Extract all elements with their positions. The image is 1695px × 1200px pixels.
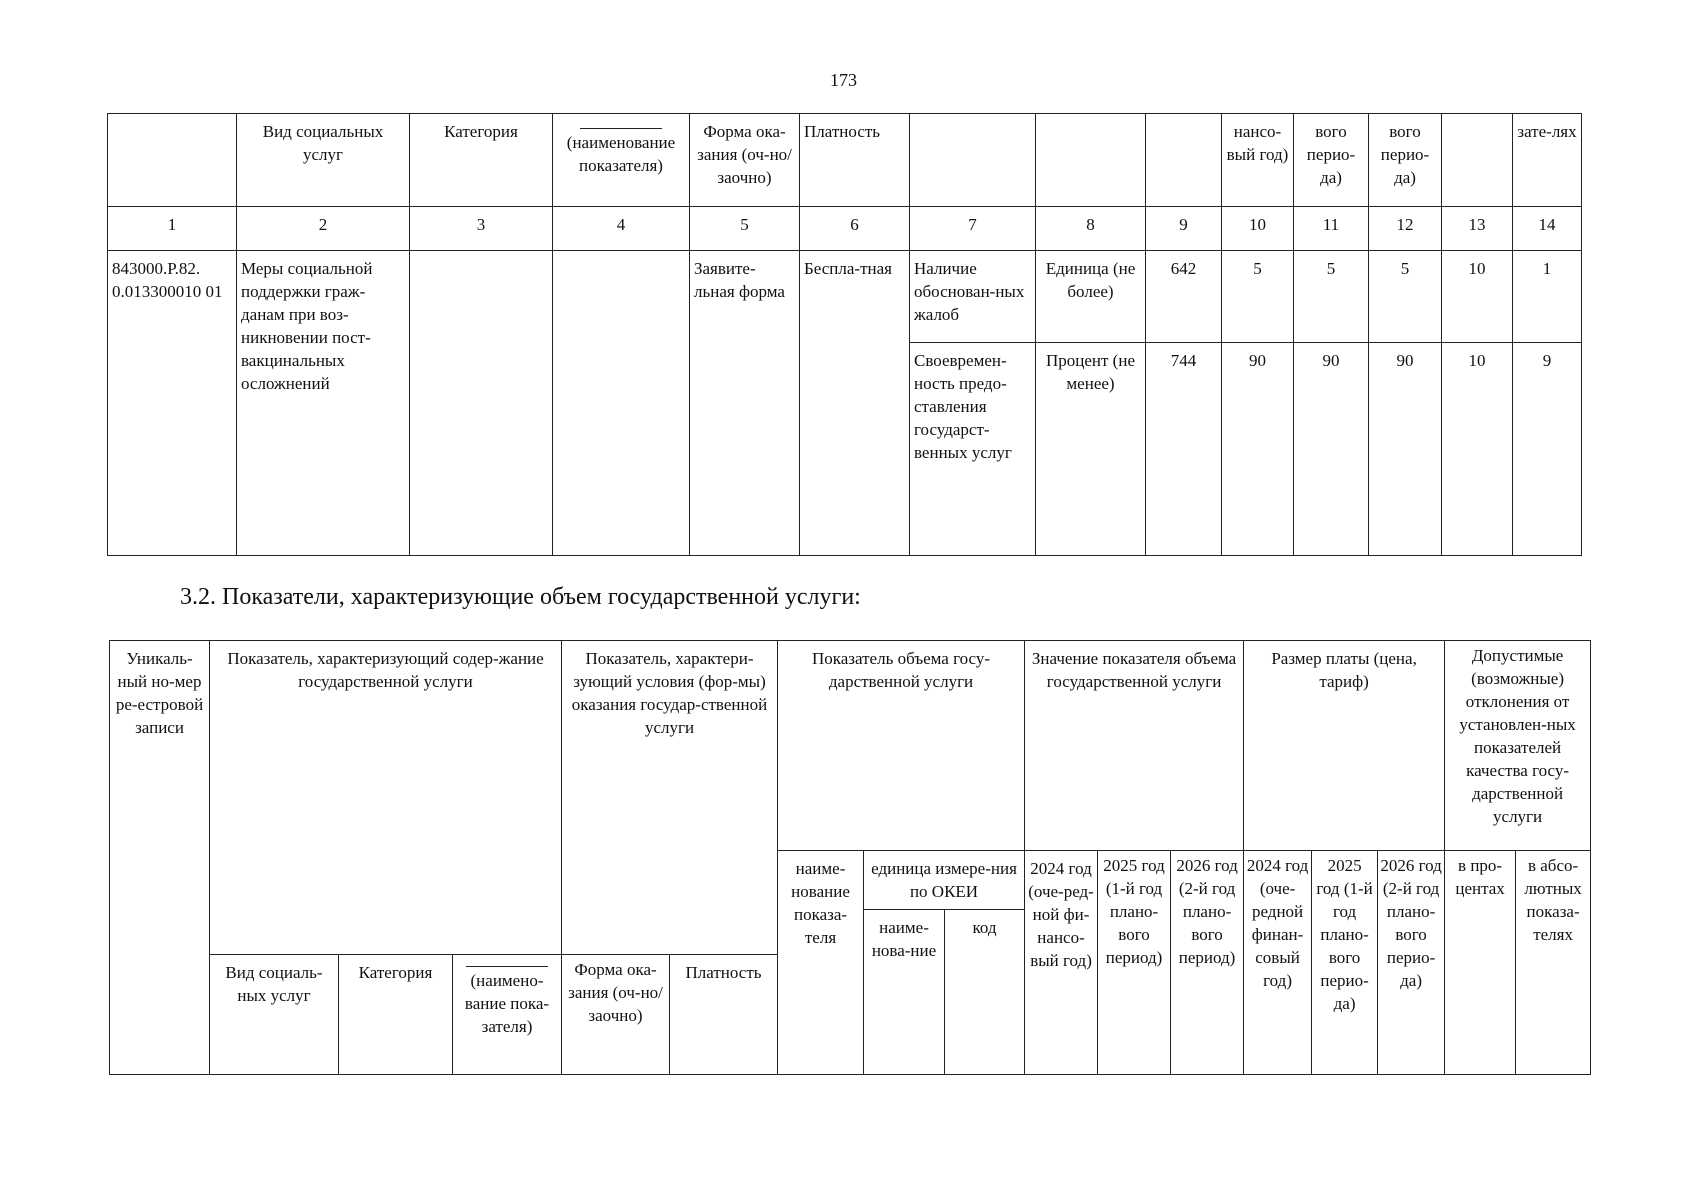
column-number: 12 (1369, 207, 1442, 251)
section-heading: 3.2. Показатели, характеризующие объем государственной услуги: (180, 584, 861, 610)
column-number: 13 (1442, 207, 1513, 251)
header-cell (910, 114, 1036, 207)
value-2026-header: 2026 год (2-й год плано-вого период) (1171, 851, 1244, 1075)
record-id: 843000.Р.82. 0.013300010 01 (108, 251, 237, 556)
column-number-row (108, 207, 1582, 251)
page-number: 173 (830, 70, 857, 90)
fee-2025-header: 2025 год (1-й год плано-вого перио-да) (1312, 851, 1378, 1075)
column-number: 3 (410, 207, 553, 251)
fee-2024-header: 2024 год (оче-редной финан-совый год) (1244, 851, 1312, 1075)
sub-category: Категория (339, 955, 453, 1075)
value-2024: 5 (1222, 251, 1294, 343)
column-number: 10 (1222, 207, 1294, 251)
value-2025: 90 (1294, 343, 1369, 556)
okei-code: 744 (1146, 343, 1222, 556)
header-fee: Размер платы (цена, тариф) (1244, 641, 1445, 851)
deviation-absolute-header: в абсо-лютных показа-телях (1516, 851, 1591, 1075)
header-cell: нансо-вый год) (1222, 114, 1294, 207)
value-2024: 90 (1222, 343, 1294, 556)
sub-service-type: Вид социаль-ных услуг (210, 955, 339, 1075)
column-number: 1 (108, 207, 237, 251)
header-cell (1146, 114, 1222, 207)
column-number: 11 (1294, 207, 1369, 251)
deviation-absolute: 9 (1513, 343, 1582, 556)
value-2025-header: 2025 год (1-й год плано-вого период) (1098, 851, 1171, 1075)
column-number: 8 (1036, 207, 1146, 251)
okei-unit-header: единица измере-ния по ОКЕИ (864, 851, 1025, 910)
value-2024-header: 2024 год (оче-ред-ной фи-нансо-вый год) (1025, 851, 1098, 1075)
header-cell: Категория (410, 114, 553, 207)
header-unique-number: Уникаль-ный но-мер ре-естровой записи (110, 641, 210, 1075)
column-number: 7 (910, 207, 1036, 251)
header-cell: (наименование показателя) (553, 114, 690, 207)
column-number: 14 (1513, 207, 1582, 251)
value-2026: 5 (1369, 251, 1442, 343)
table-header-row (108, 114, 1582, 207)
volume-indicator-name: наиме-нование показа-теля (778, 851, 864, 1075)
value-2025: 5 (1294, 251, 1369, 343)
unit-name: Процент (не менее) (1036, 343, 1146, 556)
header-content-indicator: Показатель, характеризующий содер-жание государственной услуги (210, 641, 562, 955)
sub-service-form: Форма ока-зания (оч-но/заочно) (562, 955, 670, 1075)
unit-name-header: наиме-нова-ние (864, 910, 945, 1075)
sub-payment: Платность (670, 955, 778, 1075)
header-volume-value: Значение показателя объема государственной услуги (1025, 641, 1244, 851)
deviation-absolute: 1 (1513, 251, 1582, 343)
sub-indicator: (наимено-вание пока-зателя) (453, 955, 562, 1075)
column-number: 5 (690, 207, 800, 251)
blank-line (466, 966, 548, 967)
deviation-percent-header: в про-центах (1445, 851, 1516, 1075)
fee-2026-header: 2026 год (2-й год плано-вого перио-да) (1378, 851, 1445, 1075)
blank-line (580, 128, 662, 129)
header-cell: вого перио-да) (1369, 114, 1442, 207)
header-cell: Вид социальных услуг (237, 114, 410, 207)
header-deviation: Допустимые (возможные) отклонения от установлен-ных показателей качества госу-дарственной услуги (1445, 641, 1591, 851)
unit-code-header: код (945, 910, 1025, 1075)
header-cell: Форма ока-зания (оч-но/заочно) (690, 114, 800, 207)
table-row (108, 251, 1582, 343)
deviation-percent: 10 (1442, 343, 1513, 556)
payment-type: Бесплa-тная (800, 251, 910, 556)
unit-name: Единица (не более) (1036, 251, 1146, 343)
header-conditions-indicator: Показатель, характери-зующий условия (фор-мы) оказания государ-ственной услуги (562, 641, 778, 955)
quality-indicators-table (107, 113, 1582, 556)
column-number: 9 (1146, 207, 1222, 251)
column-number: 4 (553, 207, 690, 251)
header-volume-indicator: Показатель объема госу-дарственной услуги (778, 641, 1025, 851)
header-cell: Платность (800, 114, 910, 207)
indicator-cell (553, 251, 690, 556)
volume-indicators-table (109, 640, 1591, 1075)
header-cell (108, 114, 237, 207)
service-type: Меры социальной поддержки граж-данам при воз-никновении пост-вакцинальных осложнений (237, 251, 410, 556)
okei-code: 642 (1146, 251, 1222, 343)
column-number: 2 (237, 207, 410, 251)
column-number: 6 (800, 207, 910, 251)
header-cell: вого перио-да) (1294, 114, 1369, 207)
value-2026: 90 (1369, 343, 1442, 556)
service-form: Заявите-льная форма (690, 251, 800, 556)
indicator-name: Наличие обоснован-ных жалоб (910, 251, 1036, 343)
indicator-name: Своевремен-ность предо-ставления государст-венных услуг (910, 343, 1036, 556)
header-cell (1036, 114, 1146, 207)
header-cell (1442, 114, 1513, 207)
category-cell (410, 251, 553, 556)
deviation-percent: 10 (1442, 251, 1513, 343)
header-cell: зате-лях (1513, 114, 1582, 207)
